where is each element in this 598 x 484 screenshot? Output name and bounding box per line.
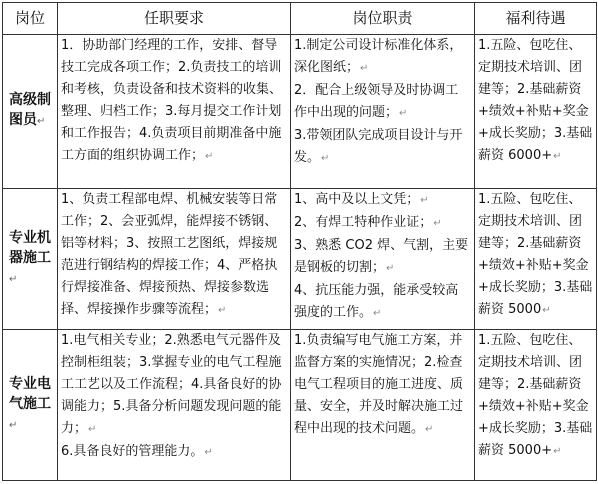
return-mark-icon: ↵ bbox=[360, 62, 369, 74]
return-mark-icon: ↵ bbox=[9, 419, 18, 431]
duty-line: 3、熟悉 CO2 焊、气割，主要是钢板的切割； bbox=[294, 237, 469, 275]
duty-line: 3.带领团队完成项目设计与开发。 bbox=[294, 127, 463, 165]
return-mark-icon: ↵ bbox=[88, 423, 97, 435]
position-cell bbox=[3, 188, 58, 329]
header-row bbox=[3, 3, 597, 35]
return-mark-icon: ↵ bbox=[9, 273, 18, 285]
duties-cell bbox=[291, 34, 475, 188]
position-title: 高级制图员 bbox=[9, 92, 51, 129]
return-mark-icon: ↵ bbox=[321, 152, 330, 164]
return-mark-icon: ↵ bbox=[373, 307, 382, 319]
job-positions-table bbox=[2, 2, 597, 481]
requirements-cell bbox=[58, 34, 291, 188]
duty-line: 2．配合上级领导及时协调工作中出现的问题； bbox=[294, 82, 459, 120]
duties-cell bbox=[291, 329, 475, 480]
requirements-text: 1．协助部门经理的工作，安排、督导技工完成各项工作；2.负责技工的培训和考核，负责设备和技术资料的收集、整理、归档工作；3.每月提交工作计划和工作报告；4.负责项目前期准备中施工方面的组织协调工作； bbox=[61, 37, 283, 163]
table-row bbox=[3, 188, 597, 329]
return-mark-icon: ↵ bbox=[399, 107, 408, 119]
header-position: 岗位 bbox=[3, 3, 58, 35]
position-cell bbox=[3, 329, 58, 480]
return-mark-icon: ↵ bbox=[542, 304, 551, 316]
return-mark-icon: ↵ bbox=[205, 150, 214, 162]
duty-line: 1.制定公司设计标准化体系，深化图纸； bbox=[294, 37, 463, 75]
return-mark-icon: ↵ bbox=[218, 304, 227, 316]
header-requirements: 任职要求 bbox=[58, 3, 291, 35]
table-row bbox=[3, 329, 597, 480]
return-mark-icon: ↵ bbox=[37, 116, 46, 128]
return-mark-icon: ↵ bbox=[433, 217, 442, 229]
duties-text: 1.负责编写电气施工方案，并监督方案的实施情况；2.检查电气工程项目的施工进度、质量、安全，并及时解决施工过程中出现的技术问题。 bbox=[294, 332, 464, 436]
table-row bbox=[3, 34, 597, 188]
duty-line: 1、高中及以上文凭； bbox=[294, 191, 420, 207]
duty-line: 4、抗压能力强，能承受较高强度的工作。 bbox=[294, 282, 459, 320]
position-title: 专业机器施工 bbox=[9, 229, 51, 266]
return-mark-icon: ↵ bbox=[553, 150, 562, 162]
duty-line: 2、有焊工特种作业证； bbox=[294, 214, 433, 230]
return-mark-icon: ↵ bbox=[420, 194, 429, 206]
duties-cell bbox=[291, 188, 475, 329]
benefits-cell bbox=[475, 188, 597, 329]
requirements-cell bbox=[58, 329, 291, 480]
requirement-line: 1.电气相关专业；2.熟悉电气元器件及控制柜组装；3.掌握专业的电气工程施工工艺以及工作流程；4.具备良好的协调能力；5.具备分析问题发现问题的能力； bbox=[61, 332, 282, 436]
requirements-cell bbox=[58, 188, 291, 329]
benefits-text: 1.五险、包吃住、定期技术培训、团建等；2.基础薪资+绩效+补贴+奖金+成长奖励；3.基础薪资 5000+ bbox=[478, 332, 593, 458]
header-duties: 岗位职责 bbox=[291, 3, 475, 35]
return-mark-icon: ↵ bbox=[386, 262, 395, 274]
position-cell bbox=[3, 34, 58, 188]
requirement-line: 6.具备良好的管理能力。 bbox=[61, 443, 204, 459]
return-mark-icon: ↵ bbox=[204, 446, 213, 458]
return-mark-icon: ↵ bbox=[553, 445, 562, 457]
position-title: 专业电气施工 bbox=[9, 375, 51, 412]
benefits-cell bbox=[475, 329, 597, 480]
requirements-text: 1、负责工程部电焊、机械安装等日常工作；2、会亚弧焊，能焊接不锈钢、铝等材料；3、按照工艺图纸，焊接规范进行钢结构的焊接工作；4、严格执行焊接准备、焊接预热、焊接参数选择、焊接操作步骤等流程； bbox=[61, 191, 278, 317]
benefits-cell bbox=[475, 34, 597, 188]
return-mark-icon: ↵ bbox=[425, 423, 434, 435]
benefits-text: 1.五险、包吃住、定期技术培训、团建等；2.基础薪资+绩效+补贴+奖金+成长奖励；3.基础薪资 5000 bbox=[478, 191, 593, 317]
header-benefits: 福利待遇 bbox=[475, 3, 597, 35]
benefits-text: 1.五险、包吃住、定期技术培训、团建等；2.基础薪资+绩效+补贴+奖金+成长奖励；3.基础薪资 6000+ bbox=[478, 37, 593, 163]
